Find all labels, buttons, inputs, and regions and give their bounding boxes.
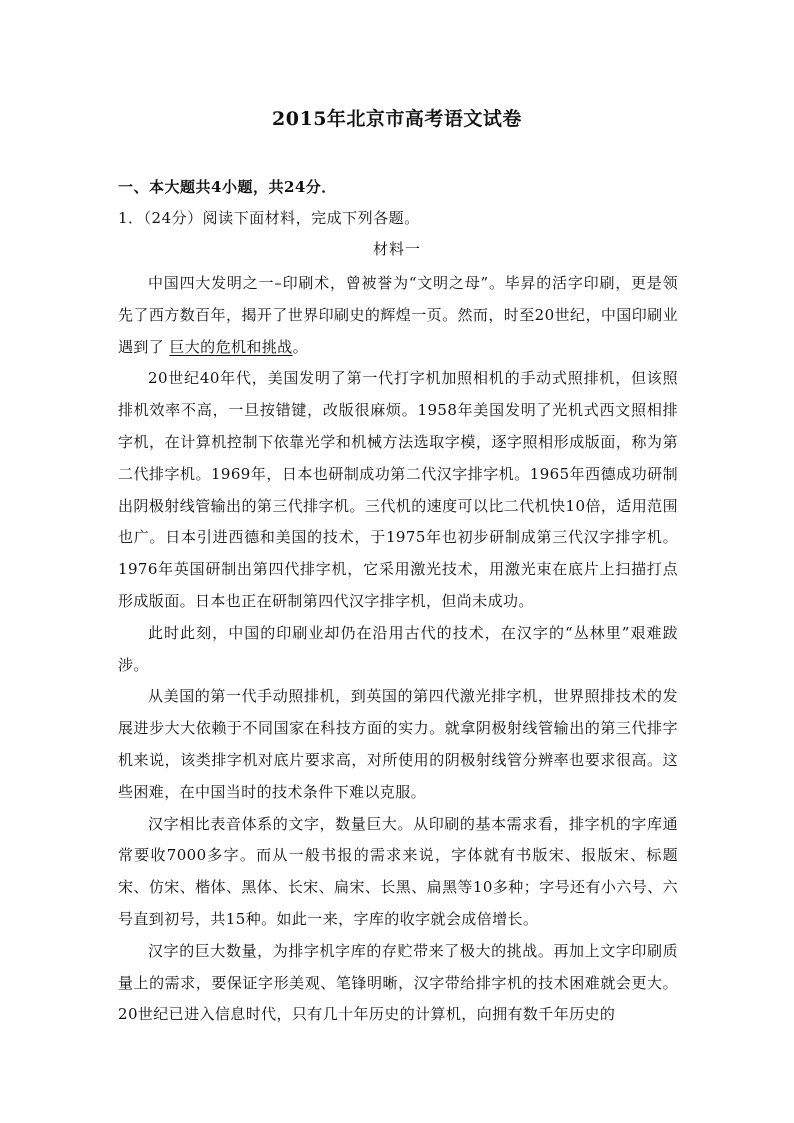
material-body <box>118 268 678 1031</box>
section-heading: 一、本大题共4小题，共24分． <box>118 178 337 196</box>
underlined-phrase: 巨大的危机和挑战 <box>169 337 293 356</box>
question-prompt: 1．（24分）阅读下面材料，完成下列各题。 <box>118 209 420 227</box>
paragraph-2: 20世纪40年代，美国发明了第一代打字机加照相机的手动式照排机，但该照排机效率不高，一旦按错键，改版很麻烦。1958年美国发明了光机式西文照相排字机，在计算机控制下依靠光学和机械方法选取字模，逐字照相形成版面，称为第二代排字机。1969年，日本也研制成功第二代汉字排字机。1965年西德成功研制出阴极射线管输出的第三代排字机。三代机的速度可以比二代机快10倍，适用范围也广。日本引进西德和美国的技术，于1975年也初步研制成第三代汉字排字机。1976年英国研制出第四代排字机，它采用激光技术，用激光束在底片上扫描打点形成版面。日本也正在研制第四代汉字排字机，但尚未成功。 <box>118 369 678 610</box>
paragraph-1-end: 。 <box>292 337 308 356</box>
paragraph-3: 此时此刻，中国的印刷业却仍在沿用古代的技术，在汉字的“丛林里”艰难跋涉。 <box>118 623 678 674</box>
paragraph-6: 汉字的巨大数量，为排字机字库的存贮带来了极大的挑战。再加上文字印刷质量上的需求，要保证字形美观、笔锋明晰，汉字带给排字机的技术困难就会更大。20世纪已进入信息时代，只有几十年历史的计算机，向拥有数千年历史的 <box>118 941 678 1024</box>
paragraph-1 <box>118 268 678 363</box>
paragraph-1-text: 中国四大发明之一–印刷术，曾被誉为“文明之母”。毕昇的活字印刷，更是领先了西方数百年，揭开了世界印刷史的辉煌一页。然而，时至20世纪，中国印刷业遇到了 <box>118 274 678 356</box>
exam-title: 2015年北京市高考语文试卷 <box>272 108 522 130</box>
paragraph-4: 从美国的第一代手动照排机，到英国的第四代激光排字机，世界照排技术的发展进步大大依赖于不同国家在科技方面的实力。就拿阴极射线管输出的第三代排字机来说，该类排字机对底片要求高，对所使用的阴极射线管分辨率也要求很高。这些困难，在中国当时的技术条件下难以克服。 <box>118 687 678 801</box>
paragraph-5: 汉字相比表音体系的文字，数量巨大。从印刷的基本需求看，排字机的字库通常要收7000多字。而从一般书报的需求来说，字体就有书版宋、报版宋、标题宋、仿宋、楷体、黑体、长宋、扁宋、长黑、扁黑等10多种；字号还有小六号、六号直到初号，共15种。如此一来，字库的收字就会成倍增长。 <box>118 814 678 928</box>
material-title: 材料一 <box>372 240 421 258</box>
